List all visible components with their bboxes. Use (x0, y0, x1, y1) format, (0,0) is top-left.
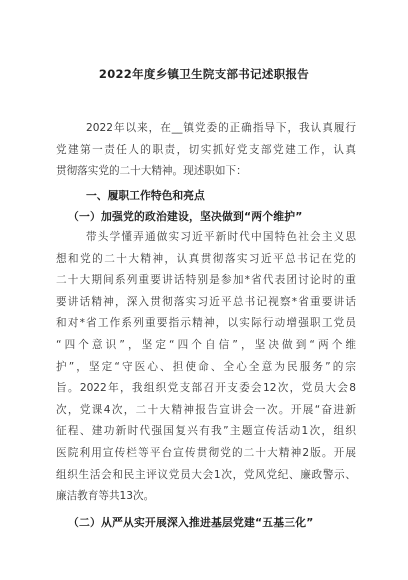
body-line: 次，党课4次，二十大精神报告宣讲会一次。开展“奋进新 (56, 403, 356, 416)
intro-paragraph (56, 118, 356, 183)
subsection-heading: （一）加强党的政治建设，坚决做到“两个维护” (68, 210, 303, 223)
body-line: 想和党的二十大精神，认真贯彻落实习近平总书记在党的 (56, 252, 356, 265)
body-line: 二十大期间系列重要讲话特别是参加*省代表团讨论时的重 (56, 274, 356, 287)
intro-line: 党建第一责任人的职责，切实抓好党支部党建工作，认真 (56, 143, 356, 156)
subsection-heading: （二）从严从实开展深入推进基层党建“五基三化” (68, 516, 314, 529)
body-line: 征程、建功新时代强国复兴有我”主题宣传活动1次，组织 (56, 425, 356, 438)
intro-line: 贯彻落实党的二十大精神。现述职如下： (56, 165, 247, 178)
body-line: “四个意识”，坚定“四个自信”，坚决做到“两个维 (56, 338, 356, 351)
body-line: 要讲话精神，深入贯彻落实习近平总书记视察*省重要讲话 (56, 295, 356, 308)
section-heading: 一、履职工作特色和亮点 (86, 189, 205, 202)
body-paragraph (56, 227, 356, 508)
body-line: 旨。2022年，我组织党支部召开支委会12次，党员大会8 (56, 382, 356, 395)
intro-line: 2022年以来，在__镇党委的正确指导下，我认真履行 (86, 122, 356, 134)
body-line: 组织生活会和民主评议党员大会1次，党风党纪、廉政警示、 (56, 468, 356, 481)
document-title: 2022年度乡镇卫生院支部书记述职报告 (98, 67, 310, 81)
body-line: 和对*省工作系列重要指示精神，以实际行动增强职工党员 (56, 317, 356, 330)
body-line: 廉洁教育等共13次。 (56, 490, 155, 503)
body-line: 带头学懂弄通做实习近平新时代中国特色社会主义思 (86, 231, 356, 243)
body-line: 医院利用宣传栏等平台宣传贯彻党的二十大精神2版。开展 (56, 446, 356, 459)
body-line: 护”，坚定“守医心、担使命、全心全意为民服务”的宗 (56, 360, 356, 373)
